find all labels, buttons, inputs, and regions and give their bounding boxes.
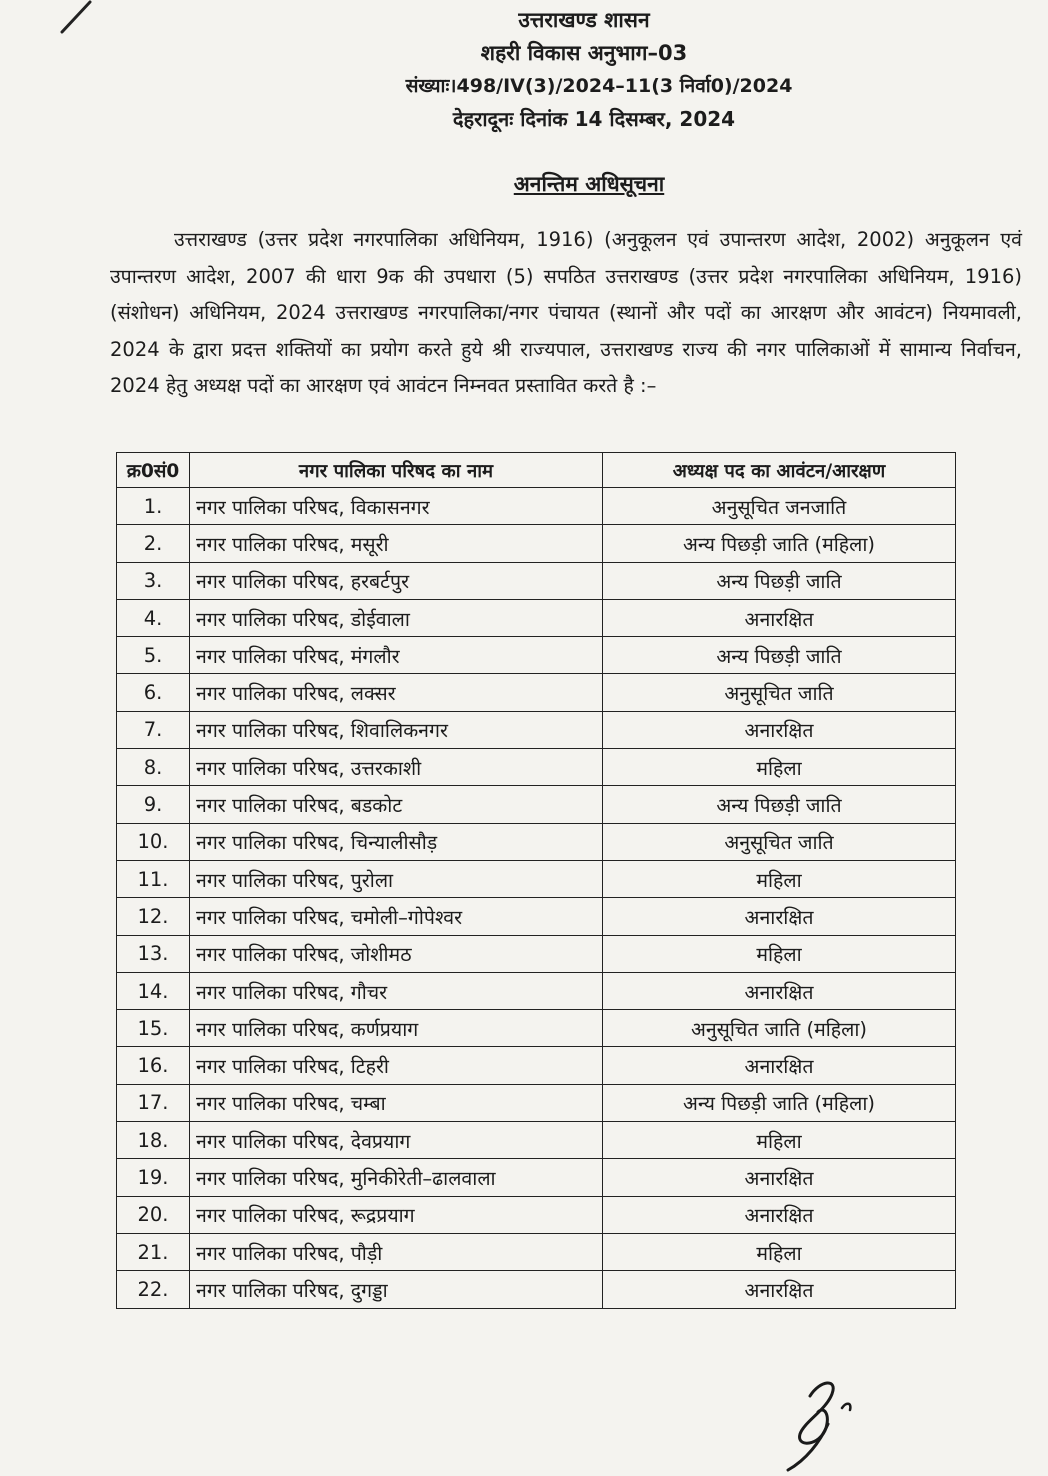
signature bbox=[780, 1368, 890, 1472]
row-allocation: अनुसूचित जाति bbox=[603, 674, 956, 711]
table-row bbox=[117, 1233, 956, 1270]
row-council-name: नगर पालिका परिषद, रूद्रप्रयाग bbox=[190, 1196, 603, 1233]
row-serial-number: 19. bbox=[117, 1159, 190, 1196]
row-serial-number: 14. bbox=[117, 972, 190, 1009]
reference-number: संख्याः।498/IV(3)/2024–11(3 निर्वा0)/2024 bbox=[405, 75, 793, 97]
column-header-council-name: नगर पालिका परिषद का नाम bbox=[190, 453, 603, 488]
table-row bbox=[117, 786, 956, 823]
table-row bbox=[117, 637, 956, 674]
table-row bbox=[117, 1122, 956, 1159]
row-council-name: नगर पालिका परिषद, उत्तरकाशी bbox=[190, 749, 603, 786]
row-allocation: अनारक्षित bbox=[603, 1271, 956, 1308]
row-council-name: नगर पालिका परिषद, पुरोला bbox=[190, 860, 603, 897]
row-allocation: अन्य पिछड़ी जाति (महिला) bbox=[603, 1084, 956, 1121]
row-serial-number: 16. bbox=[117, 1047, 190, 1084]
row-serial-number: 21. bbox=[117, 1233, 190, 1270]
row-allocation: महिला bbox=[603, 1233, 956, 1270]
row-serial-number: 4. bbox=[117, 599, 190, 636]
row-allocation: महिला bbox=[603, 749, 956, 786]
document-header bbox=[0, 4, 1048, 136]
row-allocation: अन्य पिछड़ी जाति bbox=[603, 786, 956, 823]
row-allocation: अनारक्षित bbox=[603, 898, 956, 935]
row-allocation: अनारक्षित bbox=[603, 1196, 956, 1233]
reservation-table bbox=[116, 452, 956, 1309]
row-council-name: नगर पालिका परिषद, गौचर bbox=[190, 972, 603, 1009]
government-name: उत्तराखण्ड शासन bbox=[518, 8, 650, 32]
department-section: शहरी विकास अनुभाग–03 bbox=[480, 41, 688, 65]
row-allocation: अनारक्षित bbox=[603, 972, 956, 1009]
row-council-name: नगर पालिका परिषद, शिवालिकनगर bbox=[190, 711, 603, 748]
row-allocation: अन्य पिछड़ी जाति bbox=[603, 637, 956, 674]
table-row bbox=[117, 1047, 956, 1084]
row-council-name: नगर पालिका परिषद, चम्बा bbox=[190, 1084, 603, 1121]
table-row bbox=[117, 1271, 956, 1308]
row-allocation: अनारक्षित bbox=[603, 1159, 956, 1196]
document-date: देहरादूनः दिनांक 14 दिसम्बर, 2024 bbox=[452, 107, 736, 131]
notice-paragraph: उत्तराखण्ड (उत्तर प्रदेश नगरपालिका अधिनियम, 1916) (अनुकूलन एवं उपान्तरण आदेश, 2002) अनुकूलन एवं उपान्तरण आदेश, 2007 की धारा 9क की उपधारा (5) सपठित उत्तराखण्ड (उत्तर प्रदेश नगरपालिका अधिनियम, 1916) (संशोधन) अधिनियम, 2024 उत्तराखण्ड नगरपालिका/नगर पंचायत (स्थानों और पदों का आरक्षण और आवंटन) नियमावली, 2024 के द्वारा प्रदत्त शक्तियों का प्रयोग करते हुये श्री राज्यपाल, उत्तराखण्ड राज्य की नगर पालिकाओं में सामान्य निर्वाचन, 2024 हेतु अध्यक्ष पदों का आरक्षण एवं आवंटन निम्नवत प्रस्तावित करते है :– bbox=[110, 228, 1022, 397]
row-allocation: महिला bbox=[603, 1122, 956, 1159]
table-row bbox=[117, 525, 956, 562]
row-council-name: नगर पालिका परिषद, मुनिकीरेती–ढालवाला bbox=[190, 1159, 603, 1196]
row-allocation: अन्य पिछड़ी जाति (महिला) bbox=[603, 525, 956, 562]
row-council-name: नगर पालिका परिषद, बडकोट bbox=[190, 786, 603, 823]
row-serial-number: 8. bbox=[117, 749, 190, 786]
row-council-name: नगर पालिका परिषद, लक्सर bbox=[190, 674, 603, 711]
table-header-row bbox=[117, 453, 956, 488]
row-serial-number: 7. bbox=[117, 711, 190, 748]
row-council-name: नगर पालिका परिषद, मसूरी bbox=[190, 525, 603, 562]
row-council-name: नगर पालिका परिषद, देवप्रयाग bbox=[190, 1122, 603, 1159]
row-allocation: अनुसूचित जाति (महिला) bbox=[603, 1010, 956, 1047]
row-council-name: नगर पालिका परिषद, दुगड्डा bbox=[190, 1271, 603, 1308]
row-council-name: नगर पालिका परिषद, चमोली–गोपेश्वर bbox=[190, 898, 603, 935]
table-row bbox=[117, 674, 956, 711]
row-allocation: महिला bbox=[603, 935, 956, 972]
table-row bbox=[117, 898, 956, 935]
row-serial-number: 10. bbox=[117, 823, 190, 860]
row-allocation: अनारक्षित bbox=[603, 599, 956, 636]
row-allocation: महिला bbox=[603, 860, 956, 897]
row-council-name: नगर पालिका परिषद, कर्णप्रयाग bbox=[190, 1010, 603, 1047]
row-allocation: अनारक्षित bbox=[603, 711, 956, 748]
table-row bbox=[117, 599, 956, 636]
row-serial-number: 22. bbox=[117, 1271, 190, 1308]
row-serial-number: 6. bbox=[117, 674, 190, 711]
table-row bbox=[117, 972, 956, 1009]
row-serial-number: 3. bbox=[117, 562, 190, 599]
row-council-name: नगर पालिका परिषद, टिहरी bbox=[190, 1047, 603, 1084]
row-council-name: नगर पालिका परिषद, जोशीमठ bbox=[190, 935, 603, 972]
row-council-name: नगर पालिका परिषद, डोईवाला bbox=[190, 599, 603, 636]
row-council-name: नगर पालिका परिषद, हरबर्टपुर bbox=[190, 562, 603, 599]
table-row bbox=[117, 1084, 956, 1121]
table-row bbox=[117, 1196, 956, 1233]
row-serial-number: 2. bbox=[117, 525, 190, 562]
notice-title: अनन्तिम अधिसूचना bbox=[513, 172, 665, 196]
table-row bbox=[117, 1159, 956, 1196]
table-row bbox=[117, 711, 956, 748]
table-row bbox=[117, 488, 956, 525]
row-serial-number: 1. bbox=[117, 488, 190, 525]
row-serial-number: 5. bbox=[117, 637, 190, 674]
table-row bbox=[117, 1010, 956, 1047]
row-serial-number: 13. bbox=[117, 935, 190, 972]
row-serial-number: 9. bbox=[117, 786, 190, 823]
row-council-name: नगर पालिका परिषद, मंगलौर bbox=[190, 637, 603, 674]
row-allocation: अनुसूचित जाति bbox=[603, 823, 956, 860]
row-serial-number: 18. bbox=[117, 1122, 190, 1159]
row-serial-number: 12. bbox=[117, 898, 190, 935]
row-council-name: नगर पालिका परिषद, चिन्यालीसौड़ bbox=[190, 823, 603, 860]
row-council-name: नगर पालिका परिषद, विकासनगर bbox=[190, 488, 603, 525]
table-row bbox=[117, 823, 956, 860]
row-allocation: अन्य पिछड़ी जाति bbox=[603, 562, 956, 599]
row-serial-number: 20. bbox=[117, 1196, 190, 1233]
table-row bbox=[117, 749, 956, 786]
row-allocation: अनुसूचित जनजाति bbox=[603, 488, 956, 525]
row-serial-number: 11. bbox=[117, 860, 190, 897]
row-serial-number: 17. bbox=[117, 1084, 190, 1121]
row-allocation: अनारक्षित bbox=[603, 1047, 956, 1084]
table-row bbox=[117, 860, 956, 897]
column-header-allocation: अध्यक्ष पद का आवंटन/आरक्षण bbox=[603, 453, 956, 488]
row-serial-number: 15. bbox=[117, 1010, 190, 1047]
table-row bbox=[117, 935, 956, 972]
row-council-name: नगर पालिका परिषद, पौड़ी bbox=[190, 1233, 603, 1270]
table-row bbox=[117, 562, 956, 599]
column-header-serial: क्र0सं0 bbox=[117, 453, 190, 488]
